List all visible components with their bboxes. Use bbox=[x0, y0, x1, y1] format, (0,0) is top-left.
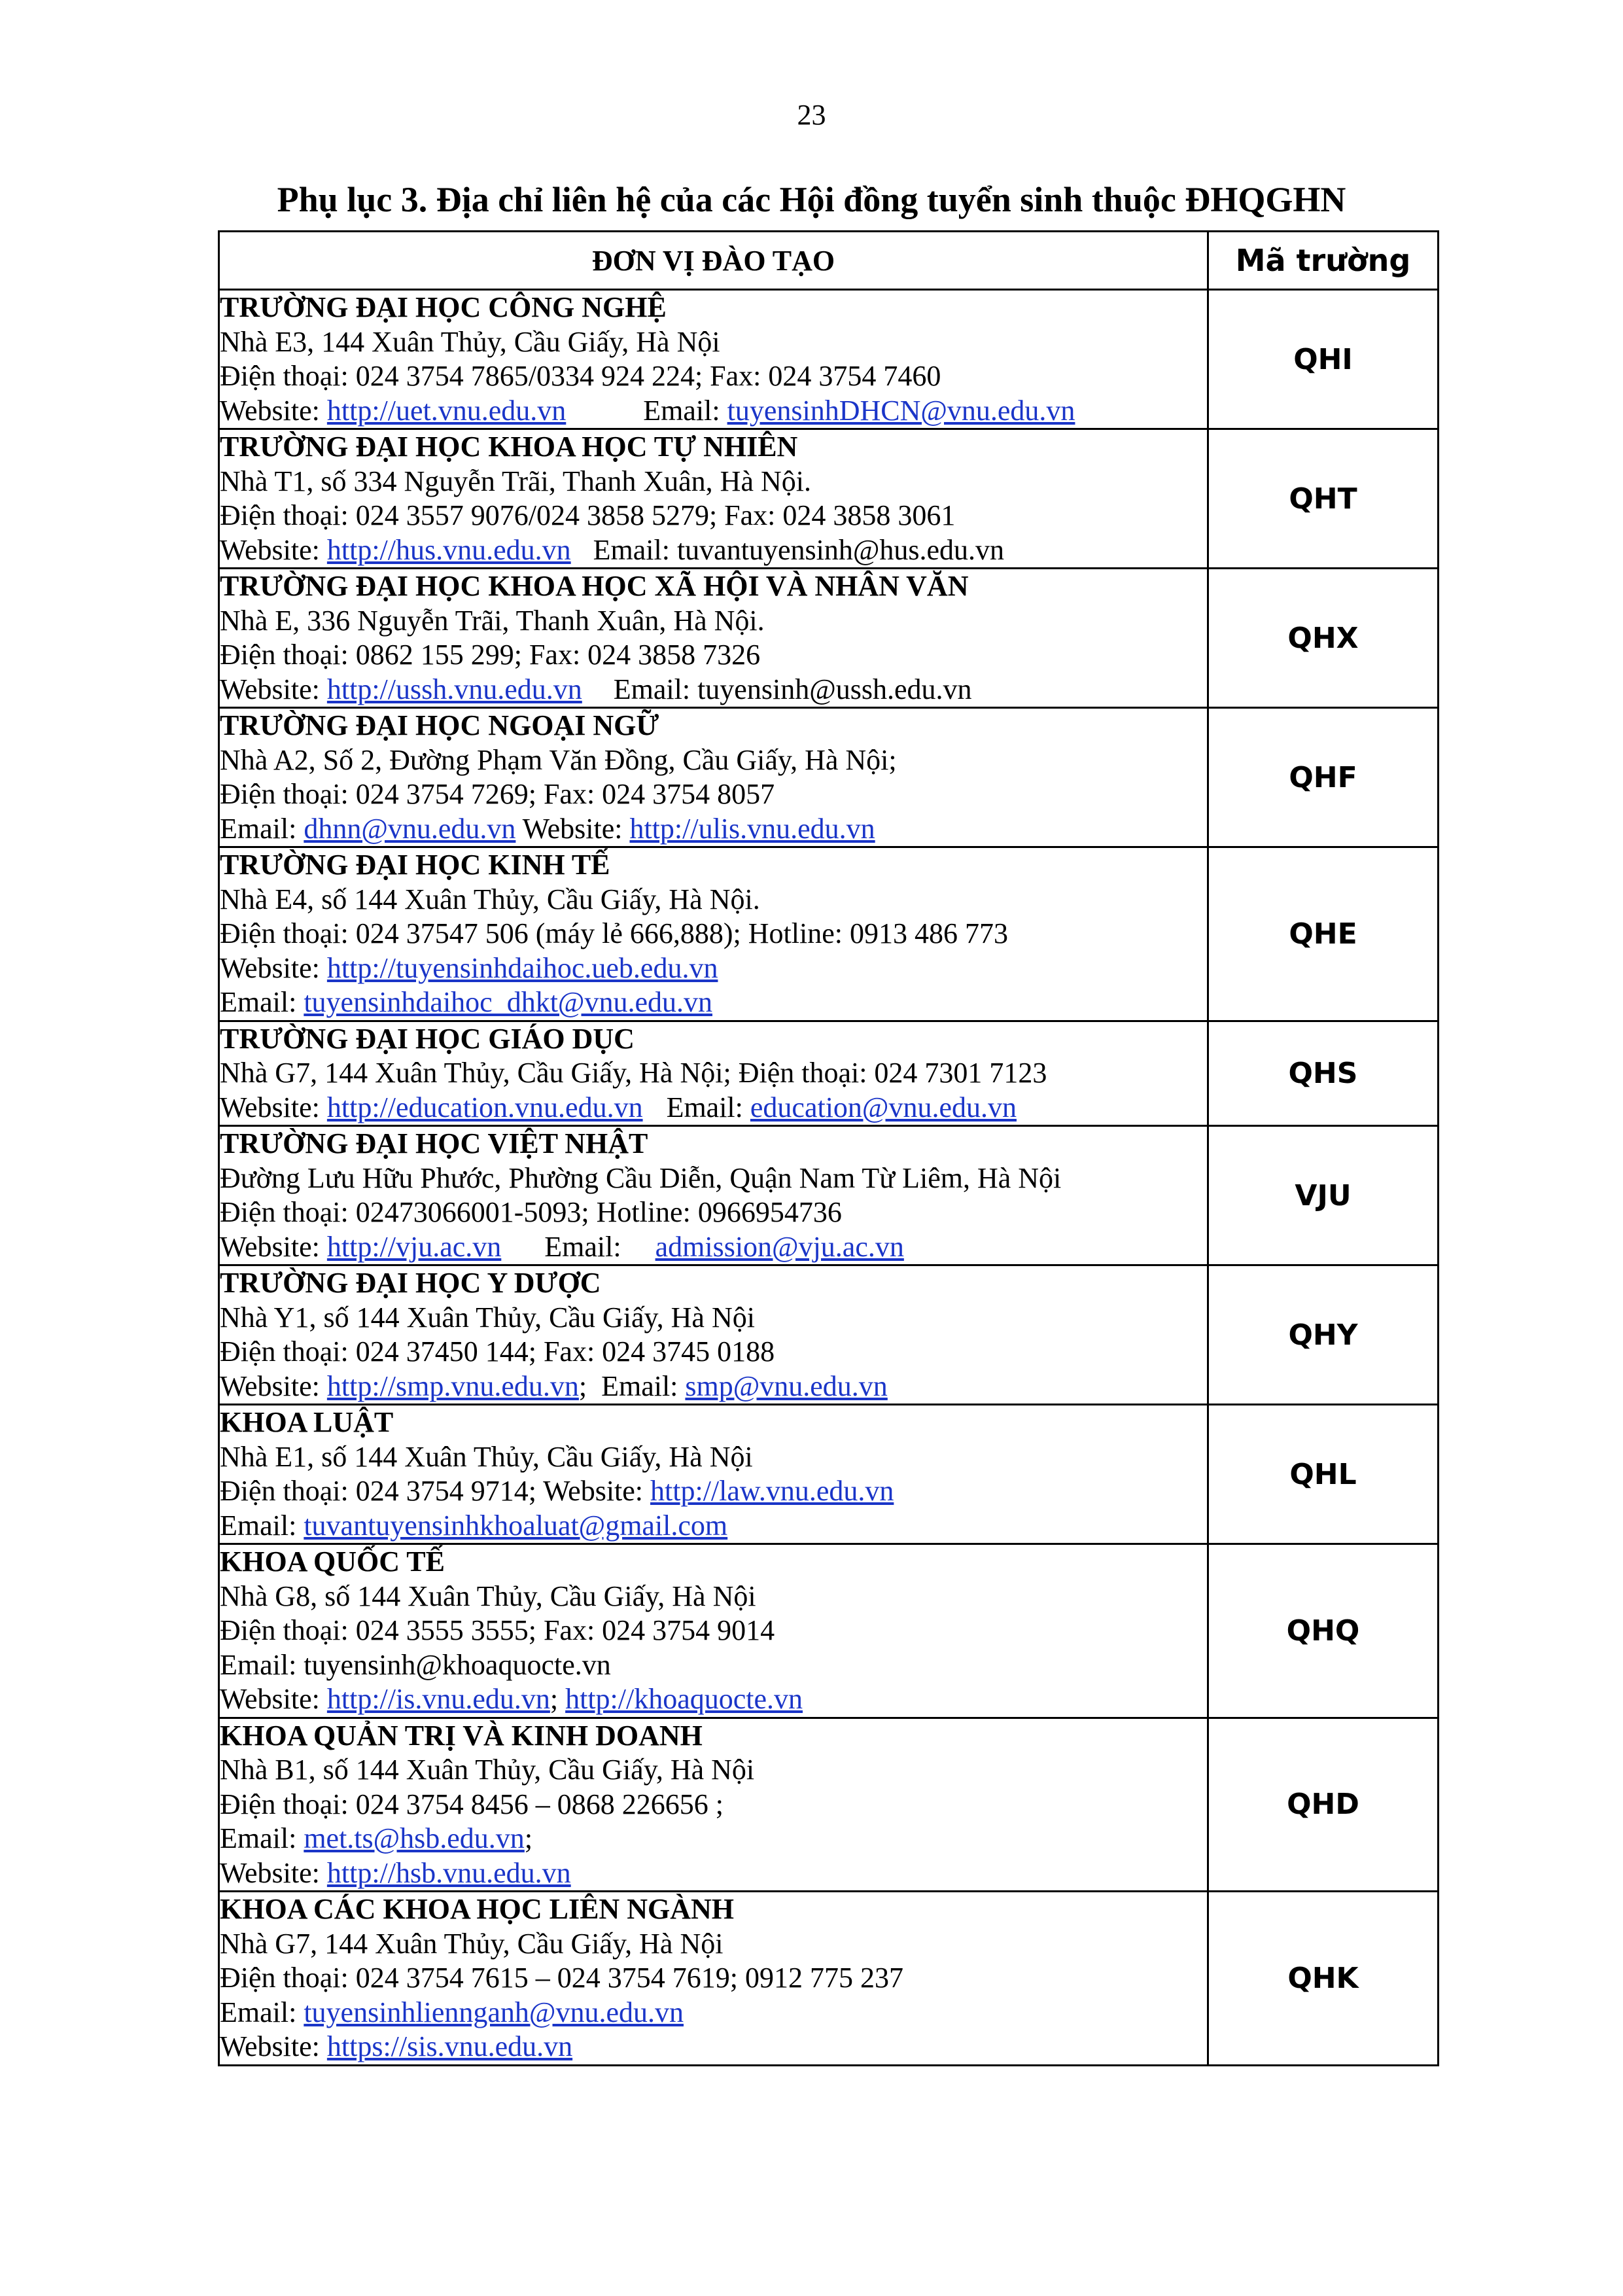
phone-line: Điện thoại: 024 37547 506 (máy lẻ 666,888); Hotline: 0913 486 773 bbox=[220, 917, 1008, 949]
address-line: Nhà T1, số 334 Nguyễn Trãi, Thanh Xuân, Hà Nội. bbox=[220, 465, 811, 497]
address-line: Nhà E, 336 Nguyễn Trãi, Thanh Xuân, Hà Nội. bbox=[220, 604, 765, 637]
website-link[interactable]: http://ussh.vnu.edu.vn bbox=[326, 673, 582, 705]
website-label: Website: bbox=[220, 1230, 327, 1263]
unit-cell bbox=[219, 847, 1208, 1021]
contacts-table bbox=[218, 230, 1439, 2066]
email-line bbox=[220, 1996, 1207, 2030]
table-row bbox=[219, 847, 1439, 1021]
website-link[interactable]: http://uet.vnu.edu.vn bbox=[326, 394, 567, 427]
contact-line bbox=[220, 673, 1207, 707]
page-title: Phụ lục 3. Địa chỉ liên hệ của các Hội đồng tuyển sinh thuộc ĐHQGHN bbox=[277, 180, 1346, 219]
unit-name: KHOA QUẢN TRỊ VÀ KINH DOANH bbox=[220, 1719, 703, 1752]
website-separator: ; bbox=[550, 1683, 566, 1715]
website-label: Website: bbox=[220, 533, 327, 566]
header-unit: ĐƠN VỊ ĐÀO TẠO bbox=[219, 232, 1208, 290]
unit-name: KHOA QUỐC TẾ bbox=[220, 1545, 445, 1578]
website-link[interactable]: http://law.vnu.edu.vn bbox=[650, 1475, 894, 1507]
email-link[interactable]: met.ts@hsb.edu.vn bbox=[304, 1822, 525, 1854]
website-link[interactable]: http://education.vnu.edu.vn bbox=[326, 1091, 643, 1123]
unit-cell bbox=[219, 569, 1208, 708]
unit-name: TRƯỜNG ĐẠI HỌC KHOA HỌC XÃ HỘI VÀ NHÂN VĂN bbox=[220, 570, 969, 602]
email-link[interactable]: tuyensinhDHCN@vnu.edu.vn bbox=[727, 394, 1075, 427]
email-label: Email: bbox=[666, 1091, 750, 1123]
table-row bbox=[219, 1265, 1439, 1405]
unit-name: TRƯỜNG ĐẠI HỌC KINH TẾ bbox=[220, 849, 610, 881]
email-line bbox=[220, 1509, 1207, 1544]
school-code: QHE bbox=[1208, 847, 1439, 1021]
website-label: Website: bbox=[220, 394, 327, 427]
table-row bbox=[219, 1892, 1439, 2066]
website-link[interactable]: http://tuyensinhdaihoc.ueb.edu.vn bbox=[326, 951, 718, 984]
website-line bbox=[220, 951, 1207, 986]
address-line: Nhà G7, 144 Xuân Thủy, Cầu Giấy, Hà Nội; Điện thoại: 024 7301 7123 bbox=[220, 1057, 1047, 1089]
email-link[interactable]: admission@vju.ac.vn bbox=[655, 1230, 904, 1263]
address-line: Nhà E4, số 144 Xuân Thủy, Cầu Giấy, Hà Nội. bbox=[220, 883, 760, 915]
unit-cell bbox=[219, 1892, 1208, 2066]
unit-cell bbox=[219, 708, 1208, 847]
phone-label: Điện thoại: 024 3754 9714; Website: bbox=[220, 1475, 651, 1507]
phone-line: Điện thoại: 0862 155 299; Fax: 024 3858 7326 bbox=[220, 639, 761, 671]
school-code: QHD bbox=[1208, 1718, 1439, 1892]
website-label: Website: bbox=[220, 951, 327, 984]
phone-line: Điện thoại: 024 3555 3555; Fax: 024 3754 9014 bbox=[220, 1614, 775, 1646]
address-line: Nhà A2, Số 2, Đường Phạm Văn Đồng, Cầu Giấy, Hà Nội; bbox=[220, 743, 897, 776]
website-label: Website: bbox=[220, 2030, 327, 2062]
unit-cell bbox=[219, 1021, 1208, 1126]
table-row bbox=[219, 290, 1439, 429]
phone-line: Điện thoại: 024 3754 7615 – 024 3754 7619; 0912 775 237 bbox=[220, 1962, 903, 1994]
phone-line: Điện thoại: 024 3754 7865/0334 924 224; Fax: 024 3754 7460 bbox=[220, 360, 941, 392]
phone-line: Điện thoại: 024 37450 144; Fax: 024 3745 0188 bbox=[220, 1335, 775, 1368]
website-label: Website: bbox=[220, 1683, 327, 1715]
address-line: Nhà E1, số 144 Xuân Thủy, Cầu Giấy, Hà Nội bbox=[220, 1440, 753, 1473]
email-label: Email: bbox=[220, 1509, 304, 1542]
address-line: Nhà E3, 144 Xuân Thủy, Cầu Giấy, Hà Nội bbox=[220, 325, 720, 358]
email-text: Email: tuvantuyensinh@hus.edu.vn bbox=[593, 533, 1004, 566]
email-line: Email: tuyensinh@khoaquocte.vn bbox=[220, 1648, 611, 1681]
email-line bbox=[220, 1822, 1207, 1856]
email-link[interactable]: tuyensinhdaihoc_dhkt@vnu.edu.vn bbox=[304, 986, 712, 1018]
address-line: Nhà B1, số 144 Xuân Thủy, Cầu Giấy, Hà Nội bbox=[220, 1754, 755, 1786]
school-code: QHT bbox=[1208, 429, 1439, 569]
email-label: Email: bbox=[544, 1230, 621, 1263]
contact-line bbox=[220, 812, 1207, 847]
school-code: QHX bbox=[1208, 569, 1439, 708]
contact-line bbox=[220, 394, 1207, 429]
table-header-row bbox=[219, 232, 1439, 290]
website-label: Website: bbox=[220, 673, 327, 705]
school-code: QHS bbox=[1208, 1021, 1439, 1126]
website-link[interactable]: https://sis.vnu.edu.vn bbox=[326, 2030, 573, 2062]
table-row bbox=[219, 1021, 1439, 1126]
page-number: 23 bbox=[797, 99, 826, 131]
email-label: Email: bbox=[643, 394, 727, 427]
header-code: Mã trường bbox=[1208, 232, 1439, 290]
school-code: VJU bbox=[1208, 1126, 1439, 1265]
website-line bbox=[220, 2030, 1207, 2064]
address-line: Đường Lưu Hữu Phước, Phường Cầu Diễn, Quận Nam Từ Liêm, Hà Nội bbox=[220, 1161, 1062, 1194]
email-text: Email: tuyensinh@ussh.edu.vn bbox=[613, 673, 972, 705]
phone-line bbox=[220, 1474, 1207, 1509]
email-link[interactable]: dhnn@vnu.edu.vn bbox=[304, 812, 516, 845]
school-code: QHF bbox=[1208, 708, 1439, 847]
school-code: QHQ bbox=[1208, 1544, 1439, 1718]
email-link[interactable]: tuvantuyensinhkhoaluat@gmail.com bbox=[304, 1509, 728, 1542]
unit-name: TRƯỜNG ĐẠI HỌC NGOẠI NGỮ bbox=[220, 709, 659, 741]
contact-line bbox=[220, 533, 1207, 568]
table-row bbox=[219, 1718, 1439, 1892]
unit-cell bbox=[219, 1544, 1208, 1718]
website-link[interactable]: http://hus.vnu.edu.vn bbox=[326, 533, 571, 566]
website-link[interactable]: http://hsb.vnu.edu.vn bbox=[326, 1856, 571, 1889]
email-label: Email: bbox=[220, 812, 304, 845]
unit-name: KHOA CÁC KHOA HỌC LIÊN NGÀNH bbox=[220, 1893, 734, 1925]
email-link[interactable]: education@vnu.edu.vn bbox=[750, 1091, 1017, 1123]
table-row bbox=[219, 708, 1439, 847]
unit-name: TRƯỜNG ĐẠI HỌC KHOA HỌC TỰ NHIÊN bbox=[220, 431, 798, 463]
table-row bbox=[219, 1126, 1439, 1265]
unit-name: TRƯỜNG ĐẠI HỌC VIỆT NHẬT bbox=[220, 1127, 648, 1159]
phone-line: Điện thoại: 024 3557 9076/024 3858 5279; Fax: 024 3858 3061 bbox=[220, 499, 956, 531]
table-row bbox=[219, 429, 1439, 569]
unit-cell bbox=[219, 290, 1208, 429]
email-line bbox=[220, 985, 1207, 1020]
website-link-2[interactable]: http://khoaquocte.vn bbox=[565, 1683, 803, 1715]
unit-name: TRƯỜNG ĐẠI HỌC GIÁO DỤC bbox=[220, 1022, 635, 1055]
school-code: QHL bbox=[1208, 1405, 1439, 1544]
website-label: Website: bbox=[220, 1091, 327, 1123]
email-link[interactable]: smp@vnu.edu.vn bbox=[685, 1369, 888, 1402]
website-link[interactable]: http://ulis.vnu.edu.vn bbox=[629, 812, 875, 845]
unit-cell bbox=[219, 1405, 1208, 1544]
unit-cell bbox=[219, 429, 1208, 569]
email-link[interactable]: tuyensinhliennganh@vnu.edu.vn bbox=[304, 1996, 684, 2028]
website-link[interactable]: http://is.vnu.edu.vn bbox=[326, 1683, 550, 1715]
email-label: Email: bbox=[220, 986, 304, 1018]
contact-line bbox=[220, 1369, 1207, 1404]
website-link[interactable]: http://smp.vnu.edu.vn bbox=[326, 1369, 579, 1402]
website-label: Website: bbox=[220, 1856, 327, 1889]
website-label: Website: bbox=[220, 1369, 327, 1402]
school-code: QHY bbox=[1208, 1265, 1439, 1405]
school-code: QHI bbox=[1208, 290, 1439, 429]
email-label: ; Email: bbox=[578, 1369, 686, 1402]
unit-cell bbox=[219, 1265, 1208, 1405]
unit-name: TRƯỜNG ĐẠI HỌC Y DƯỢC bbox=[220, 1267, 601, 1299]
contact-line bbox=[220, 1230, 1207, 1265]
table-row bbox=[219, 1544, 1439, 1718]
website-line bbox=[220, 1856, 1207, 1891]
contact-line bbox=[220, 1091, 1207, 1125]
school-code: QHK bbox=[1208, 1892, 1439, 2066]
phone-line: Điện thoại: 02473066001-5093; Hotline: 0966954736 bbox=[220, 1196, 842, 1228]
email-suffix: ; bbox=[524, 1822, 533, 1854]
unit-name: KHOA LUẬT bbox=[220, 1406, 394, 1438]
address-line: Nhà Y1, số 144 Xuân Thủy, Cầu Giấy, Hà Nội bbox=[220, 1301, 755, 1333]
website-line bbox=[220, 1682, 1207, 1717]
address-line: Nhà G8, số 144 Xuân Thủy, Cầu Giấy, Hà Nội bbox=[220, 1580, 756, 1612]
email-label: Email: bbox=[220, 1996, 304, 2028]
website-link[interactable]: http://vju.ac.vn bbox=[326, 1230, 502, 1263]
website-label: Website: bbox=[515, 812, 630, 845]
address-line: Nhà G7, 144 Xuân Thủy, Cầu Giấy, Hà Nội bbox=[220, 1927, 724, 1960]
phone-line: Điện thoại: 024 3754 7269; Fax: 024 3754 8057 bbox=[220, 778, 775, 810]
email-label: Email: bbox=[220, 1822, 304, 1854]
table-row bbox=[219, 569, 1439, 708]
table-row bbox=[219, 1405, 1439, 1544]
unit-cell bbox=[219, 1718, 1208, 1892]
unit-name: TRƯỜNG ĐẠI HỌC CÔNG NGHỆ bbox=[220, 291, 667, 323]
phone-line: Điện thoại: 024 3754 8456 – 0868 226656 ; bbox=[220, 1788, 724, 1820]
unit-cell bbox=[219, 1126, 1208, 1265]
